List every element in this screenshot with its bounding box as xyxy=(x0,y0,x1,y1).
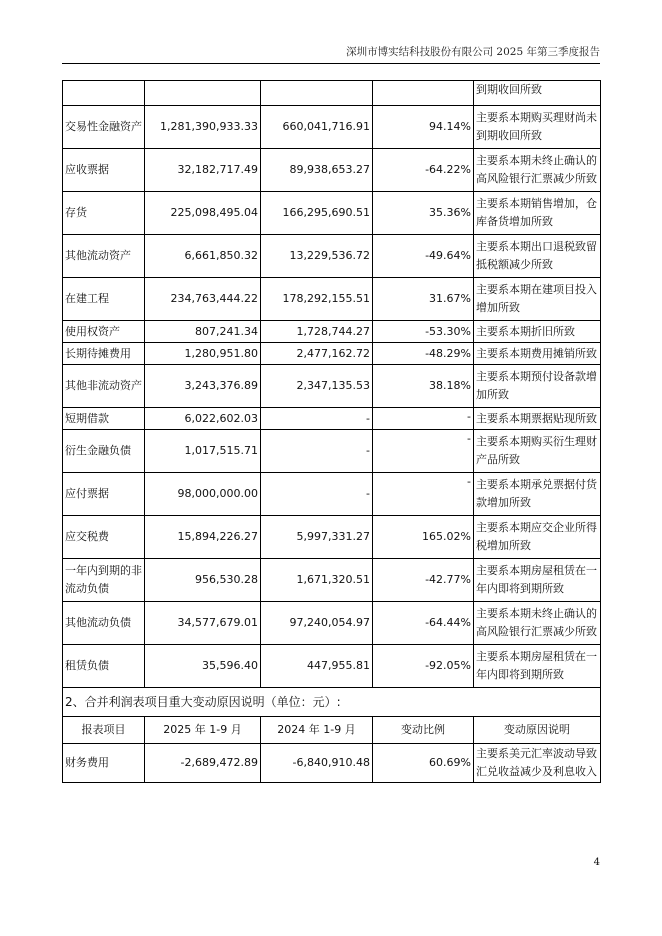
row-reason xyxy=(474,235,601,278)
reason-line: 抵税额减少所致 xyxy=(476,258,553,271)
col-header-current: 2025 年 1-9 月 xyxy=(145,717,261,744)
row-current: 6,022,602.03 xyxy=(145,408,261,430)
row-previous: 89,938,653.27 xyxy=(261,149,373,192)
reason-line: 高风险银行汇票减少所致 xyxy=(476,625,597,638)
reason-line: 汇兑收益减少及利息收入 xyxy=(476,765,597,778)
reason-line: 产品所致 xyxy=(476,453,520,466)
row-current: 225,098,495.04 xyxy=(145,192,261,235)
table-row xyxy=(63,645,601,688)
table-row xyxy=(63,408,601,430)
row-reason xyxy=(474,365,601,408)
row-current: 34,577,679.01 xyxy=(145,602,261,645)
reason-line: 主要系本期应交企业所得 xyxy=(476,521,597,534)
row-current: 32,182,717.49 xyxy=(145,149,261,192)
row-ratio: -64.44% xyxy=(373,602,474,645)
row-name: 应交税费 xyxy=(63,516,145,559)
reason-line: 高风险银行汇票减少所致 xyxy=(476,172,597,185)
row-name: 衍生金融负债 xyxy=(63,430,145,473)
reason-line: 主要系美元汇率波动导致 xyxy=(476,747,597,760)
reason-line: 主要系本期在建项目投入 xyxy=(476,283,597,296)
reason-line: 增加所致 xyxy=(476,301,520,314)
reason-line: 主要系本期折旧所致 xyxy=(476,324,575,338)
reason-line: 税增加所致 xyxy=(476,539,531,552)
row-current: 15,894,226.27 xyxy=(145,516,261,559)
row-previous: - xyxy=(261,408,373,430)
row-ratio: -48.29% xyxy=(373,343,474,365)
row-previous: -6,840,910.48 xyxy=(261,744,373,783)
reason-line: 主要系本期票据贴现所致 xyxy=(476,411,597,425)
row-name: 在建工程 xyxy=(63,278,145,321)
reason-line: 到期收回所致 xyxy=(476,83,542,96)
table-row xyxy=(63,81,601,106)
table-row xyxy=(63,602,601,645)
row-current: 98,000,000.00 xyxy=(145,473,261,516)
row-reason xyxy=(474,106,601,149)
col-header-reason: 变动原因说明 xyxy=(474,717,601,744)
row-reason xyxy=(474,321,601,343)
row-ratio: - xyxy=(373,473,474,516)
report-header: 深圳市博实结科技股份有限公司 2025 年第三季度报告 xyxy=(346,46,600,58)
row-ratio: 38.18% xyxy=(373,365,474,408)
table-row xyxy=(63,430,601,473)
reason-line: 主要系本期购买理财尚未 xyxy=(476,111,597,124)
table-row xyxy=(63,516,601,559)
row-current: -2,689,472.89 xyxy=(145,744,261,783)
col-header-ratio: 变动比例 xyxy=(373,717,474,744)
row-name: 交易性金融资产 xyxy=(63,106,145,149)
row-previous: 660,041,716.91 xyxy=(261,106,373,149)
row-current: 1,017,515.71 xyxy=(145,430,261,473)
row-name: 一年内到期的非流动负债 xyxy=(63,559,145,602)
header-rule xyxy=(62,63,600,64)
row-reason xyxy=(474,408,601,430)
row-reason xyxy=(474,559,601,602)
row-current: 3,243,376.89 xyxy=(145,365,261,408)
col-header-item: 报表项目 xyxy=(63,717,145,744)
reason-line: 库备货增加所致 xyxy=(476,215,553,228)
row-ratio: 165.02% xyxy=(373,516,474,559)
row-reason xyxy=(474,744,601,783)
row-previous: - xyxy=(261,430,373,473)
row-ratio: 31.67% xyxy=(373,278,474,321)
reason-line: 主要系本期未终止确认的 xyxy=(476,154,597,167)
row-current: 234,763,444.22 xyxy=(145,278,261,321)
reason-line: 主要系本期预付设备款增 xyxy=(476,370,597,383)
row-current: 956,530.28 xyxy=(145,559,261,602)
row-previous: 166,295,690.51 xyxy=(261,192,373,235)
row-ratio: - xyxy=(373,430,474,473)
reason-line: 主要系本期承兑票据付货 xyxy=(476,478,597,491)
reason-line: 主要系本期购买衍生理财 xyxy=(476,435,597,448)
row-ratio: -49.64% xyxy=(373,235,474,278)
row-current: 807,241.34 xyxy=(145,321,261,343)
table-row xyxy=(63,473,601,516)
row-ratio: - xyxy=(373,408,474,430)
income-header-row xyxy=(63,717,601,744)
table-row xyxy=(63,365,601,408)
row-reason xyxy=(474,430,601,473)
row-name: 存货 xyxy=(63,192,145,235)
reason-line: 主要系本期房屋租赁在一 xyxy=(476,650,597,663)
reason-line: 主要系本期销售增加，仓 xyxy=(476,197,597,210)
row-reason xyxy=(474,192,601,235)
row-reason xyxy=(474,81,601,106)
row-previous: - xyxy=(261,473,373,516)
row-previous: 5,997,331.27 xyxy=(261,516,373,559)
row-reason xyxy=(474,516,601,559)
row-current: 1,281,390,933.33 xyxy=(145,106,261,149)
table-row xyxy=(63,106,601,149)
row-previous: 2,477,162.72 xyxy=(261,343,373,365)
row-current: 35,596.40 xyxy=(145,645,261,688)
row-name: 应付票据 xyxy=(63,473,145,516)
row-current: 1,280,951.80 xyxy=(145,343,261,365)
row-name: 其他流动负债 xyxy=(63,602,145,645)
table-row xyxy=(63,278,601,321)
row-reason xyxy=(474,473,601,516)
table-row xyxy=(63,149,601,192)
table-row xyxy=(63,559,601,602)
row-ratio: -64.22% xyxy=(373,149,474,192)
reason-line: 加所致 xyxy=(476,388,509,401)
row-reason xyxy=(474,278,601,321)
row-previous xyxy=(261,81,373,106)
row-name xyxy=(63,81,145,106)
row-ratio: -92.05% xyxy=(373,645,474,688)
col-header-previous: 2024 年 1-9 月 xyxy=(261,717,373,744)
row-name: 应收票据 xyxy=(63,149,145,192)
reason-line: 年内即将到期所致 xyxy=(476,582,564,595)
row-current: 6,661,850.32 xyxy=(145,235,261,278)
table-row xyxy=(63,235,601,278)
row-previous: 1,671,320.51 xyxy=(261,559,373,602)
reason-line: 款增加所致 xyxy=(476,496,531,509)
row-reason xyxy=(474,602,601,645)
row-ratio: -42.77% xyxy=(373,559,474,602)
row-name: 其他流动资产 xyxy=(63,235,145,278)
row-previous: 447,955.81 xyxy=(261,645,373,688)
row-previous: 2,347,135.53 xyxy=(261,365,373,408)
reason-line: 年内即将到期所致 xyxy=(476,668,564,681)
row-name: 长期待摊费用 xyxy=(63,343,145,365)
reason-line: 主要系本期费用摊销所致 xyxy=(476,346,597,360)
reason-line: 主要系本期未终止确认的 xyxy=(476,607,597,620)
balance-change-table xyxy=(62,80,601,783)
row-previous: 97,240,054.97 xyxy=(261,602,373,645)
row-ratio: 94.14% xyxy=(373,106,474,149)
section-2-title: 2、合并利润表项目重大变动原因说明（单位：元）: xyxy=(63,688,601,717)
row-current xyxy=(145,81,261,106)
row-reason xyxy=(474,149,601,192)
table-row xyxy=(63,192,601,235)
table-row xyxy=(63,321,601,343)
income-row-finance-cost xyxy=(63,744,601,783)
row-name: 短期借款 xyxy=(63,408,145,430)
row-previous: 178,292,155.51 xyxy=(261,278,373,321)
table-row xyxy=(63,343,601,365)
page-number: 4 xyxy=(593,857,600,868)
reason-line: 主要系本期出口退税致留 xyxy=(476,240,597,253)
row-previous: 13,229,536.72 xyxy=(261,235,373,278)
row-ratio: 60.69% xyxy=(373,744,474,783)
balance-table-body xyxy=(63,81,601,688)
row-ratio: 35.36% xyxy=(373,192,474,235)
row-reason xyxy=(474,343,601,365)
row-name: 租赁负债 xyxy=(63,645,145,688)
row-ratio: -53.30% xyxy=(373,321,474,343)
row-name: 其他非流动资产 xyxy=(63,365,145,408)
row-previous: 1,728,744.27 xyxy=(261,321,373,343)
row-reason xyxy=(474,645,601,688)
row-name: 财务费用 xyxy=(63,744,145,783)
reason-line: 到期收回所致 xyxy=(476,129,542,142)
section-2-row xyxy=(63,688,601,717)
row-ratio xyxy=(373,81,474,106)
row-name: 使用权资产 xyxy=(63,321,145,343)
reason-line: 主要系本期房屋租赁在一 xyxy=(476,564,597,577)
